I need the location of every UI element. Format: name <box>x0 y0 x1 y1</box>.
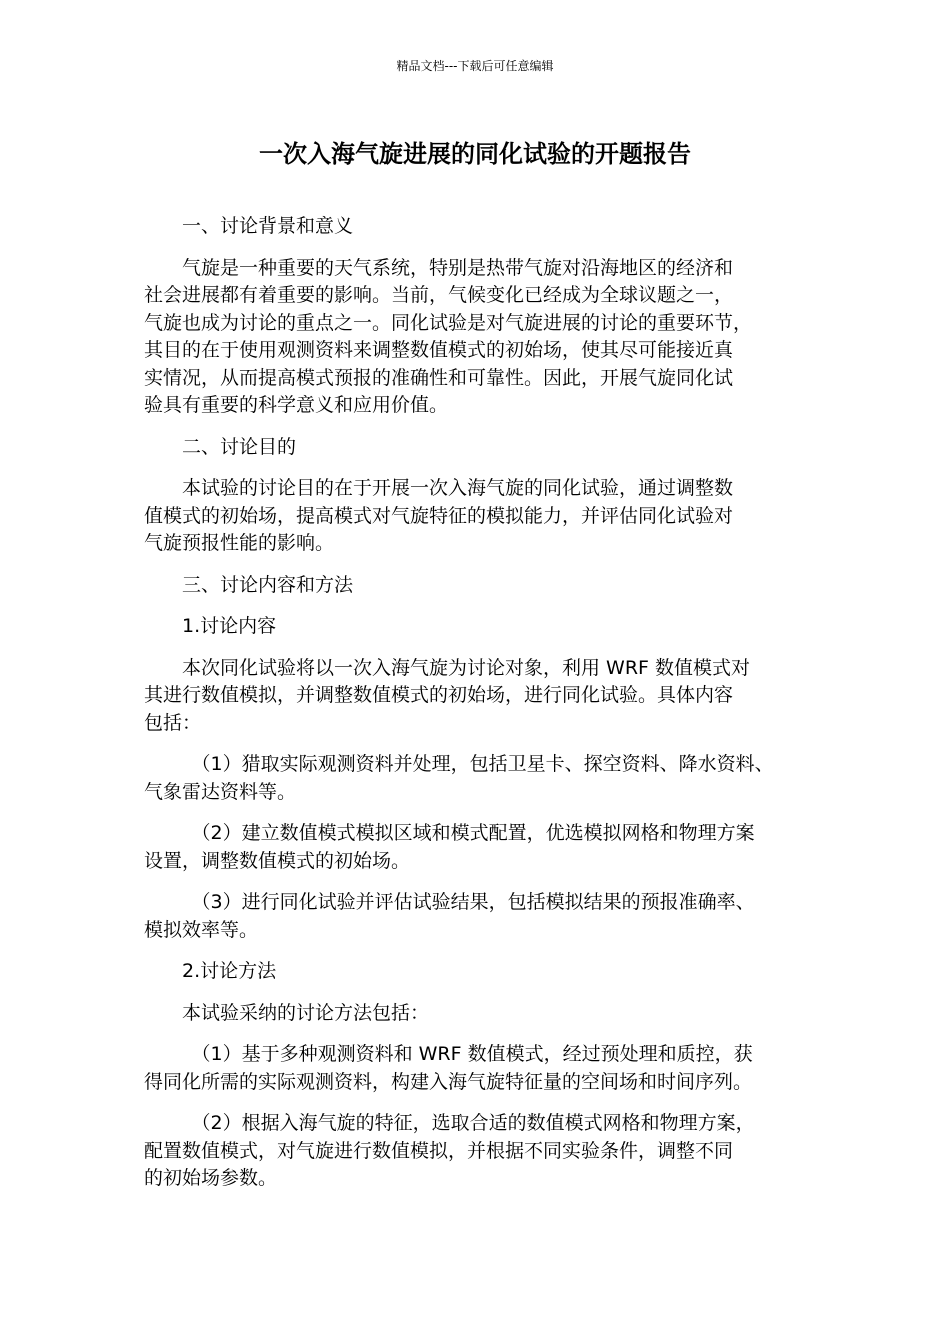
content-item-1: （1）猎取实际观测资料并处理，包括卫星卡、探空资料、降水资料、 气象雷达资料等。 <box>144 753 774 803</box>
paragraph-purpose: 本试验的讨论目的在于开展一次入海气旋的同化试验，通过调整数 值模式的初始场，提高模式对气旋特征的模拟能力，并评估同化试验对 气旋预报性能的影响。 <box>144 477 734 554</box>
method-item-2: （2）根据入海气旋的特征，选取合适的数值模式网格和物理方案， 配置数值模式，对气旋进行数值模拟，并根据不同实验条件，调整不同 的初始场参数。 <box>144 1112 755 1189</box>
content-item-2: （2）建立数值模式模拟区域和模式配置，优选模拟网格和物理方案 设置，调整数值模式的初始场。 <box>144 822 755 872</box>
subheading-content: 1.讨论内容 <box>182 615 277 637</box>
section-heading-purpose: 二、讨论目的 <box>182 435 297 458</box>
content-item-3: （3）进行同化试验并评估试验结果，包括模拟结果的预报准确率、 模拟效率等。 <box>144 891 755 941</box>
method-item-1: （1）基于多种观测资料和 WRF 数值模式，经过预处理和质控，获 得同化所需的实际观测资料，构建入海气旋特征量的空间场和时间序列。 <box>144 1043 753 1093</box>
document-title: 一次入海气旋进展的同化试验的开题报告 <box>259 140 691 168</box>
section-heading-content-methods: 三、讨论内容和方法 <box>182 573 354 596</box>
subheading-methods: 2.讨论方法 <box>182 960 277 982</box>
paragraph-background: 气旋是一种重要的天气系统，特别是热带气旋对沿海地区的经济和 社会进展都有着重要的影响。当前，气候变化已经成为全球议题之一， 气旋也成为讨论的重点之一。同化试验是对气旋进展的讨论的重要环节， 其目的在于使用观测资料来调整数值模式的初始场，使其尽可能接近真 实情况，从而提高模式预报的准确性和可靠性。因此，开展气旋同化试 验具有重要的科学意义和应用价值。 <box>144 256 753 416</box>
paragraph-content: 本次同化试验将以一次入海气旋为讨论对象，利用 WRF 数值模式对 其进行数值模拟，并调整数值模式的初始场，进行同化试验。具体内容 包括： <box>144 656 750 734</box>
paragraph-methods: 本试验采纳的讨论方法包括： <box>182 1001 430 1024</box>
document-body <box>144 213 824 1207</box>
section-heading-background: 一、讨论背景和意义 <box>182 215 354 237</box>
page-header: 精品文档---下载后可任意编辑 <box>396 59 554 73</box>
